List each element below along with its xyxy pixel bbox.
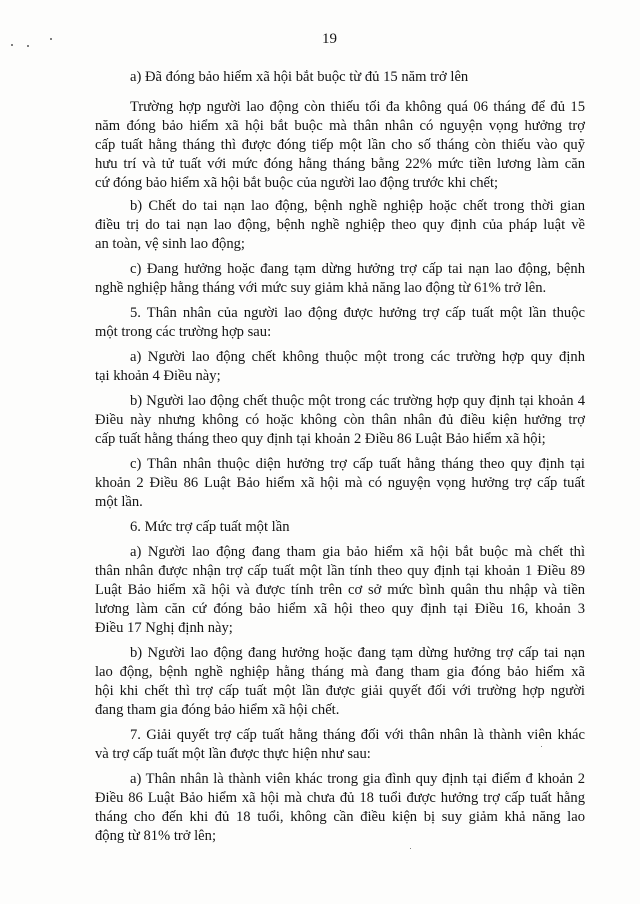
scan-speck <box>50 38 52 40</box>
text-line: c) Đang hưởng hoặc đang tạm dừng hưởng trợ cấp tai nạn lao động, bệnh <box>130 261 585 277</box>
text-line: a) Đã đóng bảo hiểm xã hội bắt buộc từ đủ 15 năm trở lên <box>130 69 469 85</box>
text-line: tại khoản 4 Điều này; <box>95 368 221 384</box>
document-body <box>95 68 585 846</box>
paragraph <box>95 770 585 846</box>
text-line: a) Người lao động chết không thuộc một trong các trường hợp quy định <box>130 349 585 365</box>
text-line: lao động, bệnh nghề nghiệp hằng tháng mà đang tham gia đóng bảo hiểm xã <box>95 664 585 680</box>
text-line: cấp tuất hằng tháng thì được đóng tiếp một lần cho số tháng còn thiếu vào quỹ <box>95 137 585 153</box>
paragraph <box>95 644 585 720</box>
text-line: Luật Bảo hiểm xã hội và được tính trên cơ sở mức bình quân thu nhập và tiền <box>95 582 585 598</box>
paragraph <box>95 726 585 764</box>
text-line: thân nhân được nhận trợ cấp tuất một lần tính theo quy định tại khoản 1 Điều 89 <box>95 563 585 579</box>
text-line: điều trị do tai nạn lao động, bệnh nghề nghiệp theo quy định của pháp luật về <box>95 217 585 233</box>
page-number: 19 <box>322 31 337 47</box>
text-line: nghề nghiệp hằng tháng với mức suy giảm khả năng lao động từ 61% trở lên. <box>95 280 547 296</box>
text-line: năm đóng bảo hiểm xã hội bắt buộc mà thân nhân có nguyện vọng hưởng trợ <box>95 118 585 134</box>
text-line: hội khi chết thì trợ cấp tuất một lần được giải quyết đối với trường hợp người <box>95 683 585 699</box>
text-line: b) Người lao động đang hưởng hoặc đang tạm dừng hưởng trợ cấp tai nạn <box>130 645 585 661</box>
scan-speck <box>410 848 411 849</box>
text-line: cấp tuất hằng tháng theo quy định tại khoản 2 Điều 86 Luật Bảo hiểm xã hội; <box>95 431 546 447</box>
text-line: một lần. <box>95 494 143 510</box>
text-line: c) Thân nhân thuộc diện hưởng trợ cấp tuất hằng tháng theo quy định tại <box>130 456 585 472</box>
paragraph <box>95 392 585 449</box>
text-line: a) Người lao động đang tham gia bảo hiểm xã hội bắt buộc mà chết thì <box>130 544 585 560</box>
text-line: một trong các trường hợp sau: <box>95 324 272 340</box>
paragraph <box>95 304 585 342</box>
text-line: 6. Mức trợ cấp tuất một lần <box>130 519 290 535</box>
scan-speck <box>27 45 29 47</box>
text-line: Điều 86 Luật Bảo hiểm xã hội mà chưa đủ 18 tuổi được hưởng trợ cấp tuất hằng <box>95 790 585 806</box>
text-line: b) Người lao động chết thuộc một trong các trường hợp quy định tại khoản 4 <box>130 393 585 409</box>
text-line: a) Thân nhân là thành viên khác trong gia đình quy định tại điểm đ khoản 2 <box>130 771 585 787</box>
text-line: hưu trí và tử tuất với mức đóng hằng tháng bằng 22% mức tiền lương làm căn <box>95 156 585 172</box>
text-line: 7. Giải quyết trợ cấp tuất hằng tháng đối với thân nhân là thành viên khác <box>130 727 585 743</box>
text-line: Điều này nhưng không có hoặc không còn thân nhân đủ điều kiện hưởng trợ <box>95 412 585 428</box>
text-line: cứ đóng bảo hiểm xã hội bắt buộc của người lao động trước khi chết; <box>95 175 499 191</box>
paragraph <box>95 543 585 638</box>
paragraph <box>95 348 585 386</box>
paragraph <box>95 197 585 254</box>
text-line: và trợ cấp tuất một lần được thực hiện như sau: <box>95 746 371 762</box>
paragraph <box>95 260 585 298</box>
text-line: an toàn, vệ sinh lao động; <box>95 236 245 252</box>
text-line: 5. Thân nhân của người lao động được hưởng trợ cấp tuất một lần thuộc <box>130 305 585 321</box>
text-line: b) Chết do tai nạn lao động, bệnh nghề nghiệp hoặc chết trong thời gian <box>130 198 585 214</box>
scan-speck <box>11 44 13 46</box>
text-line: tháng cho đến khi đủ 18 tuổi, không cần điều kiện bị suy giảm khả năng lao <box>95 809 585 825</box>
text-line: Điều 17 Nghị định này; <box>95 620 233 636</box>
paragraph <box>95 455 585 512</box>
paragraph <box>95 98 585 193</box>
text-line: đang tham gia đóng bảo hiểm xã hội chết. <box>95 702 340 718</box>
text-line: lương làm căn cứ đóng bảo hiểm xã hội theo quy định tại Điều 16, khoản 3 <box>95 601 585 617</box>
text-line: khoản 2 Điều 86 Luật Bảo hiểm xã hội mà có nguyện vọng hưởng trợ cấp tuất <box>95 475 585 491</box>
paragraph <box>95 68 585 87</box>
paragraph <box>95 518 585 537</box>
text-line: động từ 81% trở lên; <box>95 828 217 844</box>
text-line: Trường hợp người lao động còn thiếu tối đa không quá 06 tháng để đủ 15 <box>130 99 585 115</box>
